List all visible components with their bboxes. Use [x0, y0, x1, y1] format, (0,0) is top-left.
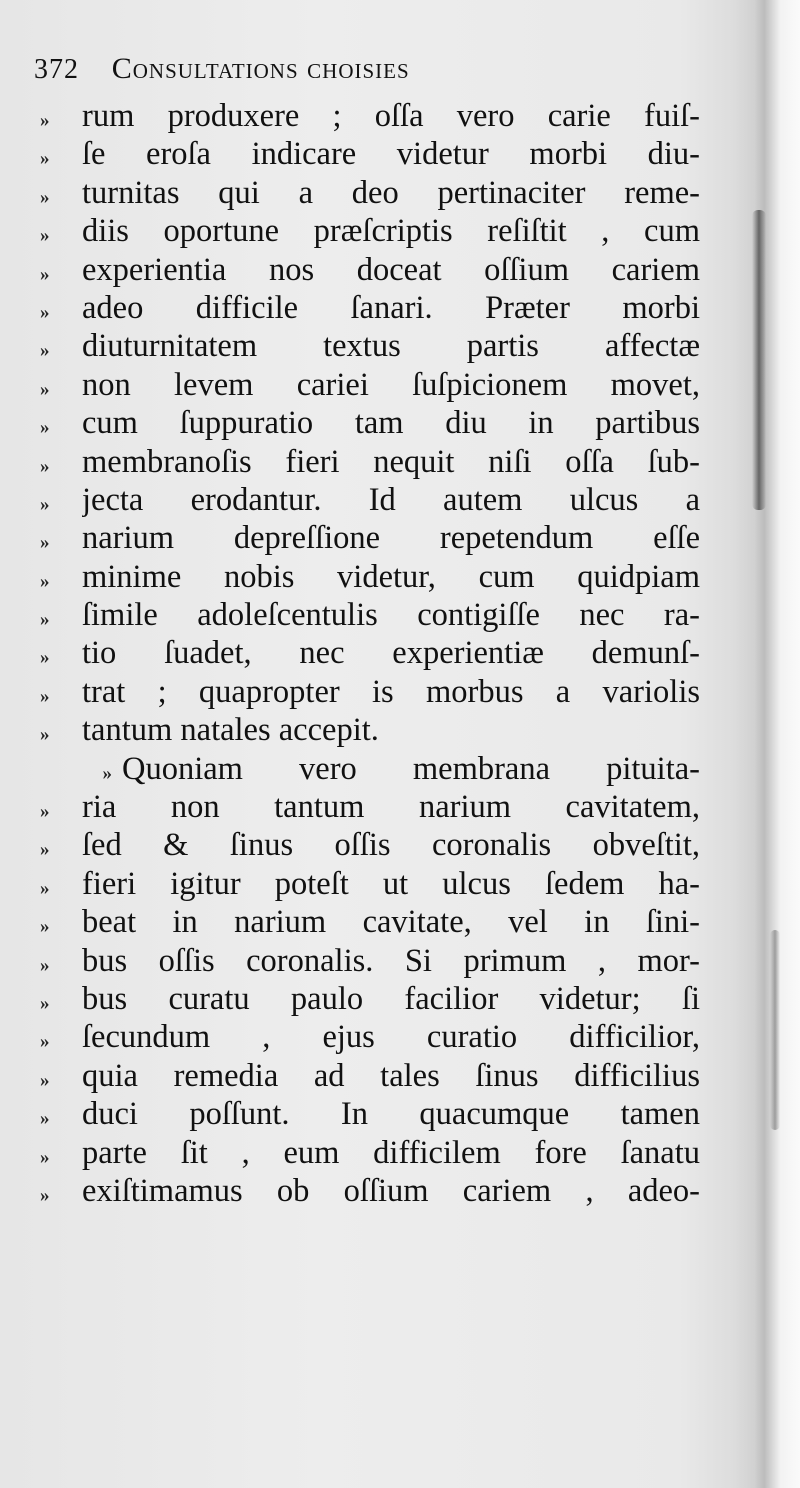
- line-text: bus curatu paulo facilior videtur; ſi: [82, 980, 700, 1017]
- line-text: ſimile adoleſcentulis contigiſſe nec ra-: [82, 597, 700, 634]
- line-text: ſed & ſinus oſſis coronalis obveſtit,: [82, 827, 700, 864]
- text-line: [40, 1172, 700, 1210]
- line-text: quia remedia ad tales ſinus difficilius: [82, 1057, 700, 1094]
- text-line: [40, 443, 700, 481]
- text-line: [40, 634, 700, 672]
- line-text: bus oſſis coronalis. Si primum , mor-: [82, 942, 700, 979]
- quotation-mark: »: [40, 263, 50, 285]
- text-line: [40, 788, 700, 826]
- text-line: [40, 97, 700, 135]
- quotation-mark: »: [40, 916, 50, 938]
- page-number: 372: [34, 54, 79, 85]
- quotation-mark: »: [40, 609, 50, 631]
- text-line: [40, 865, 700, 903]
- text-line: [40, 481, 700, 519]
- text-line: [40, 327, 700, 365]
- text-line: [40, 826, 700, 864]
- quotation-mark: »: [40, 954, 50, 976]
- quotation-mark: »: [40, 801, 50, 823]
- quotation-mark: »: [40, 186, 50, 208]
- text-line: [40, 1018, 700, 1056]
- quotation-mark: »: [40, 532, 50, 554]
- text-line: [40, 289, 700, 327]
- line-text: Quoniam vero membrana pituita-: [122, 750, 700, 787]
- quotation-mark: »: [40, 455, 50, 477]
- line-text: ſe eroſa indicare videtur morbi diu-: [82, 136, 700, 173]
- line-text: cum ſuppuratio tam diu in partibus: [82, 405, 700, 442]
- text-line: [40, 558, 700, 596]
- page-edge-shadow: [735, 0, 800, 1488]
- quotation-mark: »: [40, 110, 50, 131]
- line-text: experientia nos doceat oſſium cariem: [82, 251, 700, 288]
- quotation-mark: »: [40, 724, 50, 746]
- line-text: ria non tantum narium cavitatem,: [82, 789, 700, 826]
- quotation-mark: »: [40, 1031, 50, 1053]
- line-text: narium depreſſione repetendum eſſe: [82, 520, 700, 557]
- quotation-mark: »: [40, 685, 50, 707]
- text-line: [40, 673, 700, 711]
- quotation-mark: »: [40, 570, 50, 592]
- line-text: duci poſſunt. In quacumque tamen: [82, 1096, 700, 1133]
- line-text: fieri igitur poteſt ut ulcus ſedem ha-: [82, 865, 700, 902]
- body-text: [40, 97, 700, 1210]
- quotation-mark: »: [40, 1146, 50, 1168]
- quotation-mark: »: [40, 225, 50, 247]
- text-line: [40, 750, 700, 788]
- quotation-mark: »: [40, 877, 50, 899]
- page-header: [34, 50, 594, 90]
- quotation-mark: »: [40, 340, 50, 362]
- text-line: [40, 366, 700, 404]
- text-line: [40, 903, 700, 941]
- line-text: non levem cariei ſuſpicionem movet,: [82, 366, 700, 403]
- quotation-mark: »: [40, 493, 50, 515]
- line-text: parte ſit , eum difficilem fore ſanatu: [82, 1134, 700, 1171]
- text-line: [40, 711, 700, 749]
- line-text: trat ; quapropter is morbus a variolis: [82, 673, 700, 710]
- text-line: [40, 1095, 700, 1133]
- text-line: [40, 1134, 700, 1172]
- line-text: diuturnitatem textus partis affectæ: [82, 328, 700, 365]
- page-edge-dark-strip-lower: [770, 930, 780, 1130]
- line-text: exiſtimamus ob oſſium cariem , adeo-: [82, 1172, 700, 1209]
- quotation-mark: »: [40, 992, 50, 1014]
- text-line: [40, 596, 700, 634]
- quotation-mark: »: [40, 839, 50, 861]
- text-line: [40, 174, 700, 212]
- line-text: tantum natales accepit.: [82, 712, 379, 749]
- text-line: [40, 519, 700, 557]
- line-text: diis oportune præſcriptis reſiſtit , cum: [82, 213, 700, 250]
- quotation-mark: »: [40, 1184, 50, 1206]
- running-head: Consultations choisies: [111, 52, 410, 85]
- line-text: tio ſuadet, nec experientiæ demunſ-: [82, 635, 700, 672]
- quotation-mark: »: [40, 647, 50, 669]
- text-line: [40, 251, 700, 289]
- text-line: [40, 135, 700, 173]
- text-line: [40, 212, 700, 250]
- line-text: jecta erodantur. Id autem ulcus a: [82, 481, 700, 518]
- text-line: [40, 942, 700, 980]
- text-line: [40, 980, 700, 1018]
- line-text: adeo difficile ſanari. Præter morbi: [82, 289, 700, 326]
- line-text: beat in narium cavitate, vel in ſini-: [82, 904, 700, 941]
- quotation-mark: »: [40, 301, 50, 323]
- quotation-mark: »: [40, 1108, 50, 1130]
- line-text: membranoſis fieri nequit niſi oſſa ſub-: [82, 443, 700, 480]
- quotation-mark: »: [102, 762, 112, 784]
- text-line: [40, 1057, 700, 1095]
- quotation-mark: »: [40, 148, 50, 170]
- quotation-mark: »: [40, 1069, 50, 1091]
- line-text: rum produxere ; oſſa vero carie fuiſ-: [82, 98, 700, 134]
- quotation-mark: »: [40, 417, 50, 439]
- line-text: ſecundum , ejus curatio difficilior,: [82, 1019, 700, 1056]
- quotation-mark: »: [40, 378, 50, 400]
- line-text: turnitas qui a deo pertinaciter reme-: [82, 174, 700, 211]
- page-edge-dark-strip: [752, 210, 766, 510]
- text-line: [40, 404, 700, 442]
- line-text: minime nobis videtur, cum quidpiam: [82, 558, 700, 595]
